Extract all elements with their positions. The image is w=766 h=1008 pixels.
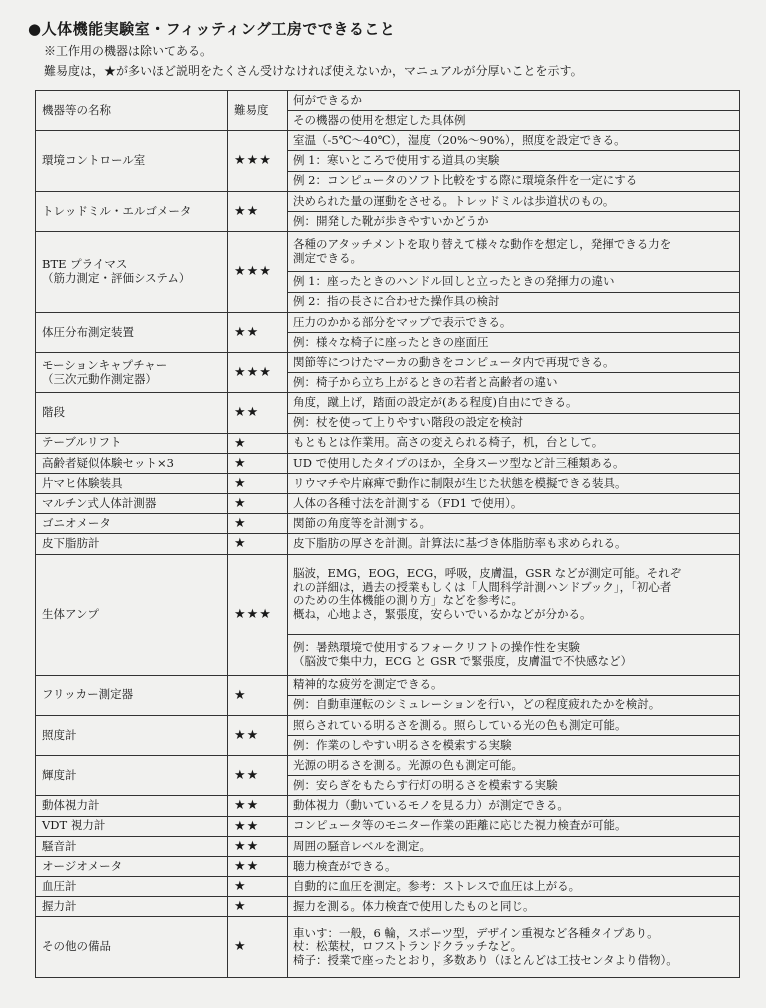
table-header-row [36, 91, 740, 111]
equipment-name-cell [36, 191, 228, 231]
description-line: 皮下脂肪の厚さを計測。計算法に基づき体脂肪率も求められる。 [293, 536, 627, 551]
table-row [36, 917, 740, 977]
description-line: 例：椅子から立ち上がるときの若者と高齢者の違い [293, 374, 558, 389]
table-row [36, 433, 740, 453]
difficulty-stars: ★ [234, 687, 247, 703]
capability-cell [288, 877, 740, 897]
equipment-name: 環境コントロール室 [42, 153, 146, 168]
difficulty-stars: ★ [234, 475, 247, 491]
difficulty-stars-cell [228, 494, 288, 514]
difficulty-stars-cell [228, 897, 288, 917]
capability-cell [288, 514, 740, 534]
description-line: 精神的な疲労を測定できる。 [293, 677, 443, 692]
capability-cell [288, 796, 740, 816]
description-line: 角度，蹴上げ，踏面の設定が(ある程度)自由にできる。 [293, 395, 578, 410]
equipment-name: 階段 [42, 405, 65, 420]
description-line: 例 2：指の長さに合わせた操作具の検討 [293, 294, 500, 309]
difficulty-stars-cell [228, 232, 288, 313]
equipment-name-cell [36, 675, 228, 715]
difficulty-stars: ★★ [234, 405, 260, 421]
example-cell [288, 776, 740, 796]
difficulty-stars-cell [228, 836, 288, 856]
equipment-table [35, 90, 740, 978]
table-row [36, 393, 740, 413]
description-line: 例 1：寒いところで使用する道具の実験 [293, 153, 500, 168]
difficulty-stars: ★ [234, 939, 247, 955]
example-cell [288, 695, 740, 715]
capability-cell [288, 393, 740, 413]
description-line: 例：作業のしやすい明るさを模索する実験 [293, 737, 512, 752]
difficulty-stars: ★★★ [234, 365, 272, 381]
table-row [36, 232, 740, 272]
equipment-name-cell [36, 856, 228, 876]
capability-cell [288, 675, 740, 695]
difficulty-stars: ★★ [234, 818, 260, 834]
equipment-name: 高齢者疑似体験セット×3 [42, 455, 174, 470]
description-line: 概ね，心地よさ，緊張度，安らいでいるかなどが分かる。 [293, 606, 592, 621]
example-cell [288, 151, 740, 171]
difficulty-stars-cell [228, 756, 288, 796]
description-line: 例 1：座ったときのハンドル回しと立ったときの発揮力の違い [293, 274, 615, 289]
description-line: （脳波で集中力，ECG と GSR で緊張度，皮膚温で不快感など） [293, 653, 633, 668]
difficulty-stars-cell [228, 917, 288, 977]
difficulty-stars: ★★ [234, 768, 260, 784]
equipment-name: 動体視力計 [42, 798, 100, 813]
example-cell [288, 332, 740, 352]
equipment-name: 騒音計 [42, 838, 77, 853]
equipment-name: 握力計 [42, 899, 77, 914]
description-line: もともとは作業用。高さの変えられる椅子，机，台として。 [293, 435, 604, 450]
table-row [36, 877, 740, 897]
example-cell [288, 413, 740, 433]
difficulty-stars: ★★★ [234, 153, 272, 169]
difficulty-stars-cell [228, 534, 288, 554]
table-row [36, 554, 740, 635]
table-row [36, 453, 740, 473]
equipment-name: モーションキャプチャー [42, 358, 168, 373]
equipment-name: 血圧計 [42, 878, 77, 893]
note-exclusion: ※工作用の機器は除いてある。 [44, 44, 213, 58]
equipment-name-cell [36, 473, 228, 493]
difficulty-stars: ★ [234, 455, 247, 471]
equipment-name-cell [36, 353, 228, 393]
table-row [36, 816, 740, 836]
note-difficulty: 難易度は，★が多いほど説明をたくさん受けなければ使えないか，マニュアルが分厚いことを示す。 [44, 64, 583, 78]
difficulty-stars: ★★★ [234, 264, 272, 280]
description-line: 握力を測る。体力検査で使用したものと同じ。 [293, 899, 535, 914]
description-line: 関節の角度等を計測する。 [293, 516, 431, 531]
capability-cell [288, 353, 740, 373]
difficulty-stars-cell [228, 473, 288, 493]
equipment-name: 片マヒ体験装具 [42, 475, 123, 490]
table-row [36, 715, 740, 735]
description-line: 例：安らぎをもたらす行灯の明るさを模索する実験 [293, 778, 558, 793]
table-row [36, 856, 740, 876]
difficulty-stars: ★ [234, 435, 247, 451]
example-cell [288, 272, 740, 292]
difficulty-stars: ★ [234, 536, 247, 552]
equipment-name: トレッドミル・エルゴメータ [42, 203, 192, 218]
equipment-name-cell [36, 453, 228, 473]
difficulty-stars-cell [228, 393, 288, 433]
capability-cell [288, 453, 740, 473]
description-line: 動体視力（動いているモノを見る力）が測定できる。 [293, 798, 569, 813]
table-row [36, 312, 740, 332]
difficulty-stars-cell [228, 453, 288, 473]
equipment-name: 皮下脂肪計 [42, 536, 100, 551]
difficulty-stars: ★★ [234, 798, 260, 814]
description-line: 周囲の騒音レベルを測定。 [293, 838, 431, 853]
difficulty-stars-cell [228, 353, 288, 393]
equipment-name: （筋力測定・評価システム） [42, 270, 191, 285]
description-line: 関節等につけたマーカの動きをコンピュータ内で再現できる。 [293, 354, 615, 369]
difficulty-stars-cell [228, 191, 288, 231]
capability-cell [288, 816, 740, 836]
description-line: 照らされている明るさを測る。照らしている光の色も測定可能。 [293, 717, 627, 732]
description-line: 測定できる。 [293, 250, 362, 265]
header-example: その機器の使用を想定した具体例 [293, 112, 466, 127]
equipment-name-cell [36, 715, 228, 755]
description-line: 例：様々な椅子に座ったときの座面圧 [293, 334, 489, 349]
difficulty-stars: ★★ [234, 858, 260, 874]
equipment-name: その他の備品 [42, 939, 111, 954]
table-row [36, 534, 740, 554]
equipment-name-cell [36, 756, 228, 796]
description-line: UD で使用したタイプのほか，全身スーツ型など計三種類ある。 [293, 455, 625, 470]
equipment-name-cell [36, 877, 228, 897]
equipment-name-cell [36, 534, 228, 554]
header-difficulty-cell [228, 91, 288, 131]
description-line: 室温（-5℃〜40℃），湿度（20%〜90%），照度を設定できる。 [293, 133, 626, 148]
example-cell [288, 373, 740, 393]
table-row [36, 836, 740, 856]
difficulty-stars: ★ [234, 516, 247, 532]
difficulty-stars-cell [228, 816, 288, 836]
difficulty-stars-cell [228, 856, 288, 876]
capability-cell [288, 756, 740, 776]
equipment-name: 輝度計 [42, 768, 77, 783]
difficulty-stars-cell [228, 675, 288, 715]
capability-cell [288, 715, 740, 735]
capability-cell [288, 312, 740, 332]
equipment-name-cell [36, 796, 228, 816]
capability-cell [288, 836, 740, 856]
description-line: コンピュータ等のモニター作業の距離に応じた視力検査が可能。 [293, 818, 627, 833]
difficulty-stars: ★★ [234, 838, 260, 854]
equipment-name-cell [36, 494, 228, 514]
table-row [36, 494, 740, 514]
description-line: 例：暑熱環境で使用するフォークリフトの操作性を実験 [293, 640, 580, 655]
equipment-name-cell [36, 131, 228, 191]
description-line: 脳波，EMG，EOG，ECG，呼吸，皮膚温，GSR などが測定可能。それぞ [293, 566, 682, 581]
description-line: リウマチや片麻痺で動作に制限が生じた状態を模擬できる装具。 [293, 475, 627, 490]
capability-cell [288, 131, 740, 151]
equipment-name: ゴニオメータ [42, 516, 111, 531]
equipment-name-cell [36, 897, 228, 917]
example-cell [288, 292, 740, 312]
difficulty-stars-cell [228, 796, 288, 816]
equipment-name: 体圧分布測定装置 [42, 324, 134, 339]
description-line: 圧力のかかる部分をマップで表示できる。 [293, 314, 512, 329]
description-line: 各種のアタッチメントを取り替えて様々な動作を想定し，発揮できる力を [293, 237, 672, 252]
description-line: れの詳細は，過去の授業もしくは「人間科学計測ハンドブック」，「初心者 [293, 579, 672, 594]
capability-cell [288, 856, 740, 876]
capability-cell [288, 917, 740, 977]
difficulty-stars-cell [228, 131, 288, 191]
example-cell [288, 171, 740, 191]
equipment-name-cell [36, 554, 228, 675]
equipment-name: VDT 視力計 [42, 818, 106, 833]
difficulty-stars: ★ [234, 496, 247, 512]
example-cell [288, 211, 740, 231]
difficulty-stars: ★ [234, 879, 247, 894]
table-row [36, 675, 740, 695]
description-line: 決められた量の運動をさせる。トレッドミルは歩道状のもの。 [293, 193, 615, 208]
capability-cell [288, 433, 740, 453]
header-example-cell [288, 111, 740, 131]
capability-cell [288, 554, 740, 635]
difficulty-stars-cell [228, 715, 288, 755]
header-name: 機器等の名称 [42, 102, 111, 117]
table-row [36, 473, 740, 493]
capability-cell [288, 897, 740, 917]
description-line: 例：杖を使って上りやすい階段の設定を検討 [293, 415, 523, 430]
equipment-name-cell [36, 917, 228, 977]
capability-cell [288, 473, 740, 493]
difficulty-stars-cell [228, 433, 288, 453]
difficulty-stars: ★★★ [234, 606, 272, 622]
equipment-name-cell [36, 836, 228, 856]
equipment-name: 照度計 [42, 727, 77, 742]
equipment-name-cell [36, 433, 228, 453]
equipment-name: マルチン式人体計測器 [42, 495, 157, 510]
capability-cell [288, 232, 740, 272]
description-line: 聴力検査ができる。 [293, 858, 397, 873]
difficulty-stars: ★ [234, 899, 247, 915]
capability-cell [288, 191, 740, 211]
description-line: 杖：松葉杖，ロフストランドクラッチなど。 [293, 939, 523, 954]
description-line: のための生体機能の測り方」などを参考に。 [293, 593, 523, 608]
header-what-cell [288, 91, 740, 111]
equipment-name-cell [36, 232, 228, 313]
difficulty-stars: ★★ [234, 203, 260, 219]
table-row [36, 191, 740, 211]
description-line: 車いす：一般，6 輪，スポーツ型，デザイン重視など各種タイプあり。 [293, 925, 659, 940]
equipment-name-cell [36, 816, 228, 836]
capability-cell [288, 494, 740, 514]
equipment-name: フリッカー測定器 [42, 687, 134, 702]
difficulty-stars: ★★ [234, 324, 260, 340]
capability-cell [288, 534, 740, 554]
difficulty-stars-cell [228, 312, 288, 352]
table-row [36, 756, 740, 776]
description-line: 例 2：コンピュータのソフト比較をする際に環境条件を一定にする [293, 173, 638, 188]
description-line: 椅子：授業で座ったとおり，多数あり（ほとんどは工技センタより借物）。 [293, 952, 678, 967]
table-row [36, 131, 740, 151]
description-line: 光源の明るさを測る。光源の色も測定可能。 [293, 757, 523, 772]
table-row [36, 897, 740, 917]
header-name-cell [36, 91, 228, 131]
description-line: 例：自動車運転のシミュレーションを行い，どの程度疲れたかを検討。 [293, 697, 661, 712]
difficulty-stars-cell [228, 554, 288, 675]
example-cell [288, 635, 740, 675]
table-row [36, 514, 740, 534]
description-line: 人体の各種寸法を計測する（FD1 で使用）。 [293, 495, 523, 510]
difficulty-stars-cell [228, 877, 288, 897]
equipment-name-cell [36, 312, 228, 352]
difficulty-stars-cell [228, 514, 288, 534]
equipment-name: テーブルリフト [42, 435, 122, 450]
header-what: 何ができるか [293, 92, 362, 107]
equipment-name: オージオメータ [42, 858, 123, 873]
description-line: 自動的に血圧を測定。参考：ストレスで血圧は上がる。 [293, 878, 581, 893]
header-difficulty: 難易度 [234, 102, 269, 117]
equipment-name: BTE プライマス [42, 257, 128, 272]
page-title: ●人体機能実験室・フィッティング工房でできること [28, 20, 396, 38]
example-cell [288, 736, 740, 756]
table-row [36, 353, 740, 373]
equipment-name-cell [36, 393, 228, 433]
equipment-name-cell [36, 514, 228, 534]
description-line: 例：開発した靴が歩きやすいかどうか [293, 213, 489, 228]
difficulty-stars: ★★ [234, 727, 260, 743]
equipment-name: 生体アンプ [42, 606, 100, 621]
table-row [36, 796, 740, 816]
equipment-name: （三次元動作測定器） [42, 371, 157, 386]
